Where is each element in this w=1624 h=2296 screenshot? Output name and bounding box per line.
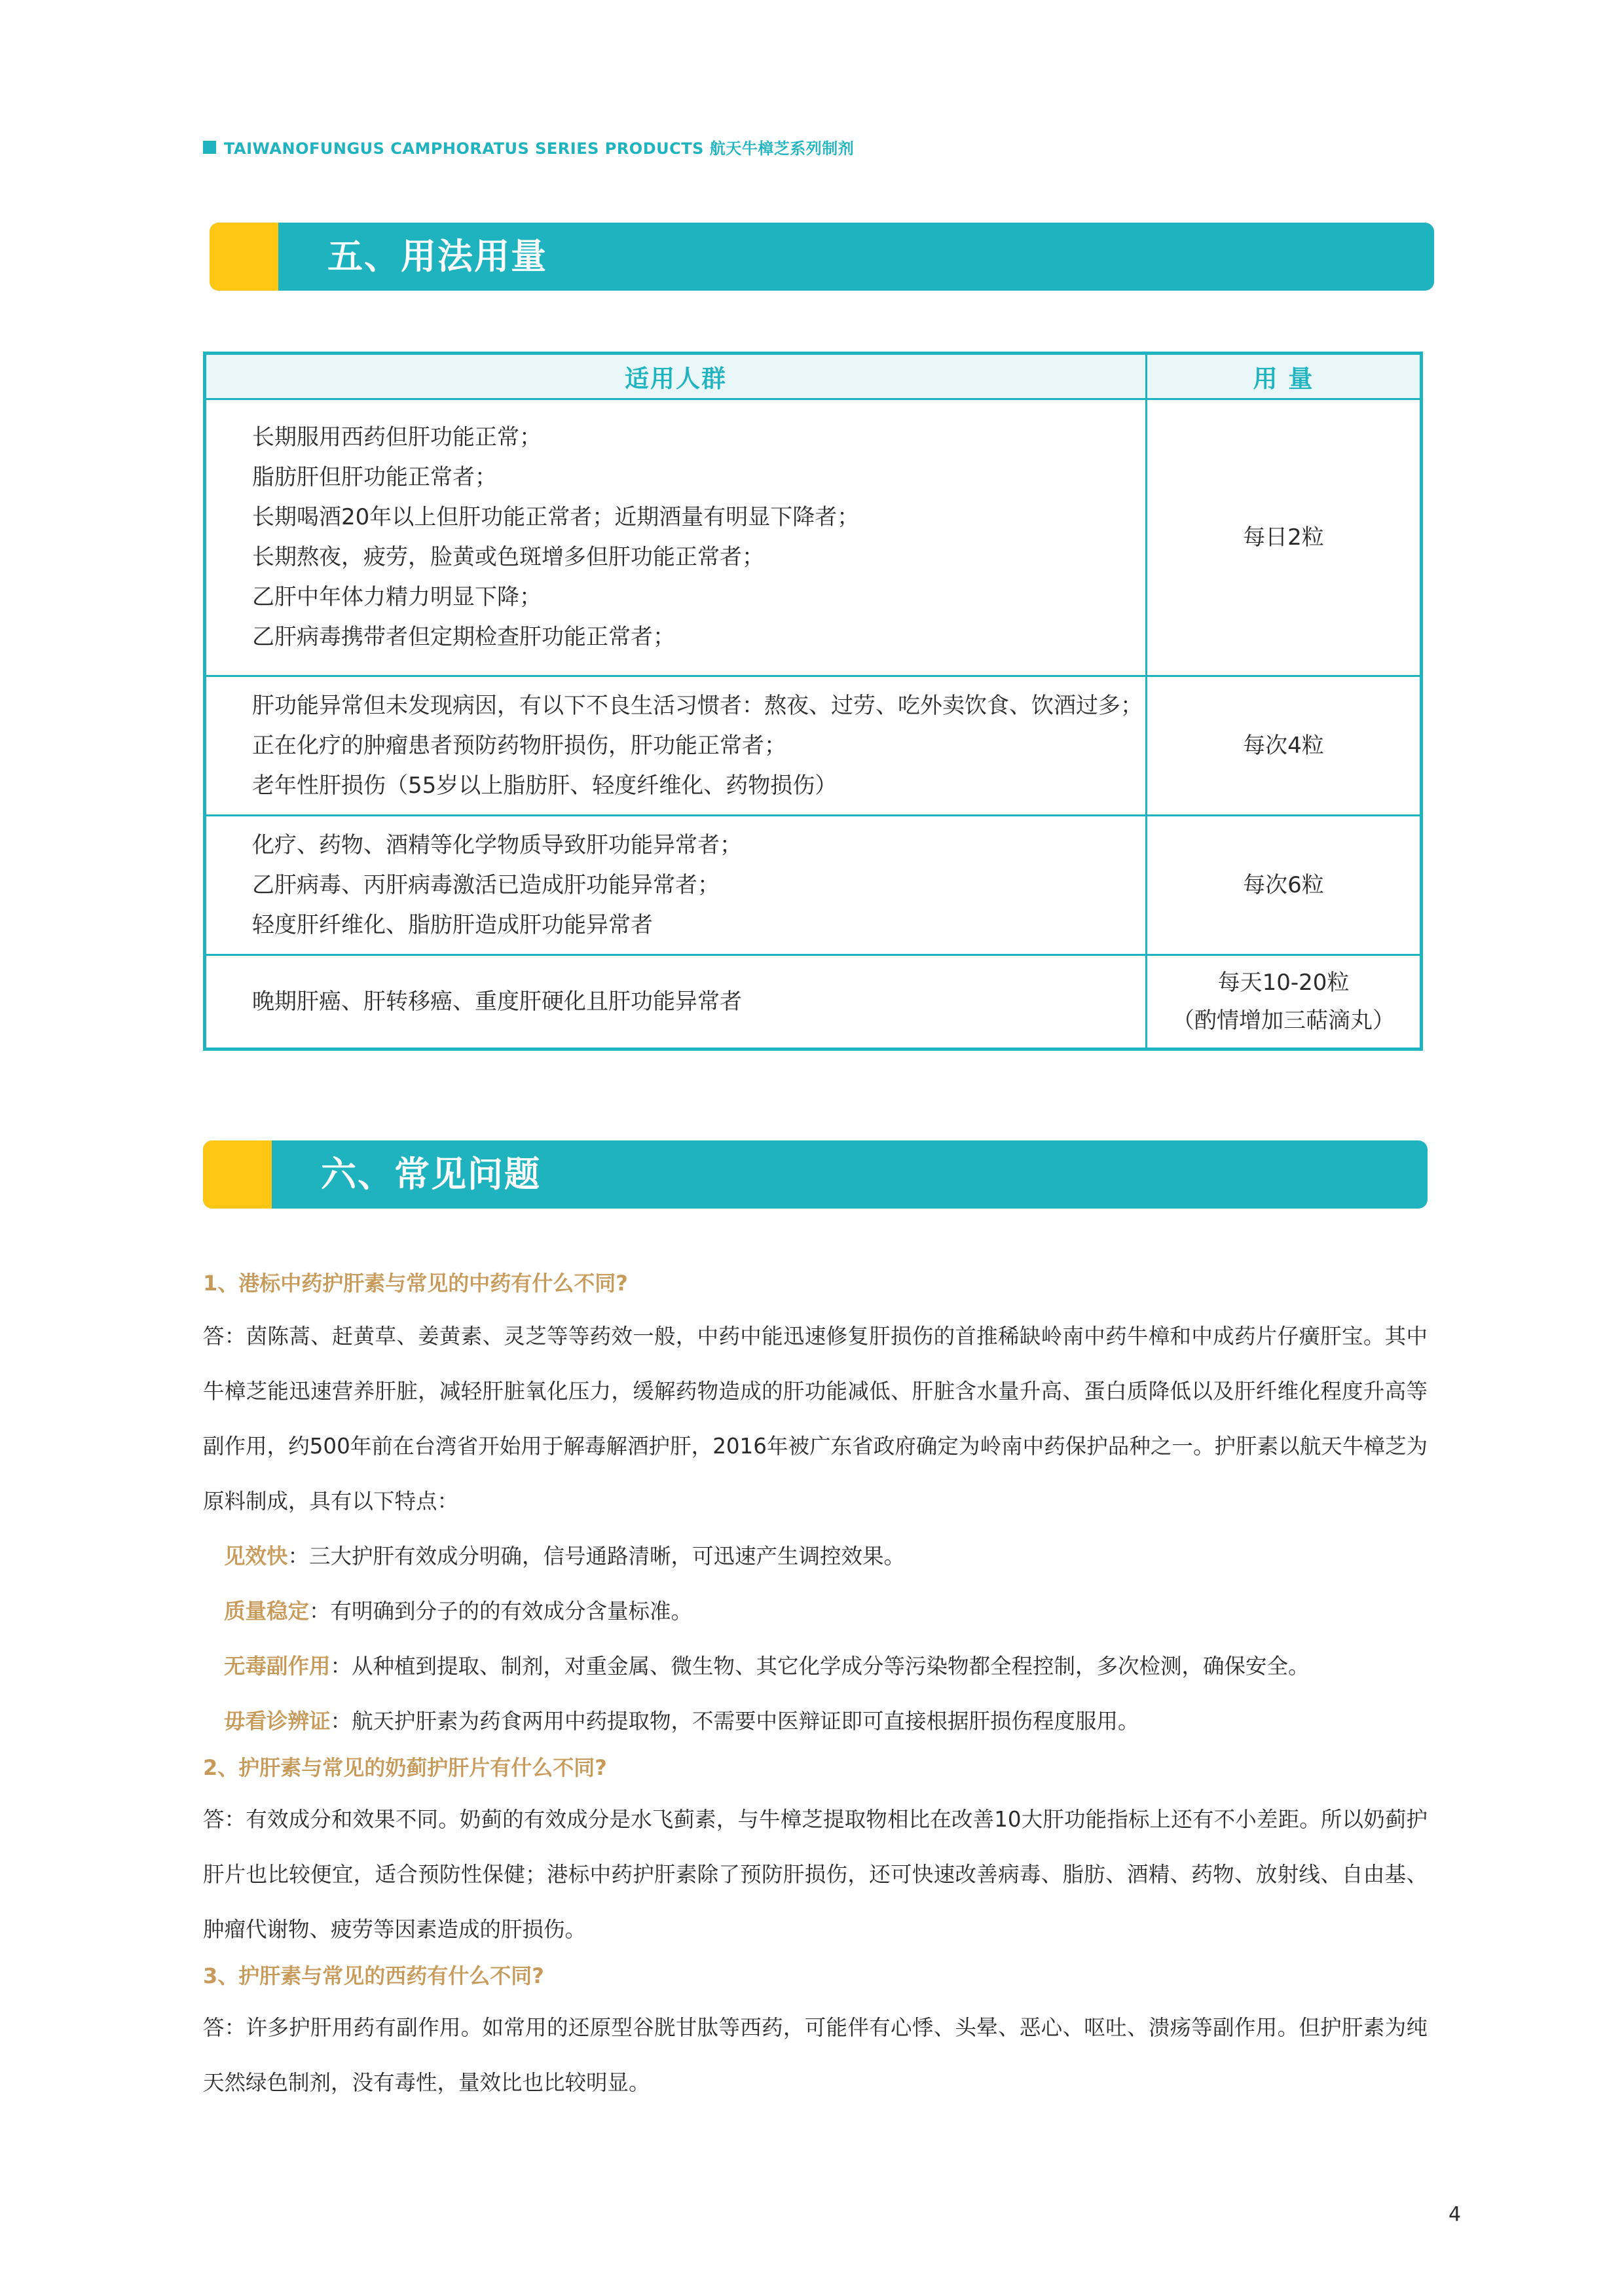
feature-item: [203, 1584, 1428, 1639]
section-5-bar: [210, 223, 1434, 291]
feature-key: 见效快: [224, 1544, 288, 1569]
faq-section: [203, 1267, 1428, 2110]
running-header: [203, 136, 854, 158]
table-row: [206, 814, 1420, 954]
population-line: 老年性肝损伤（55岁以上脂肪肝、轻度纤维化、药物损伤）: [252, 772, 838, 799]
population-line: 正在化疗的肿瘤患者预防药物肝损伤，肝功能正常者；: [252, 732, 786, 759]
column-header-dosage: 用 量: [1253, 365, 1314, 393]
population-cell: [206, 816, 1147, 954]
section-6-bar: [203, 1140, 1428, 1209]
faq-answer-1: 答：茵陈蒿、赶黄草、姜黄素、灵芝等等药效一般，中药中能迅速修复肝损伤的首推稀缺岭南中药牛樟和中成药片仔癀肝宝。其中牛樟芝能迅速营养肝脏，减轻肝脏氧化压力，缓解药物造成的肝功能减低、肝脏含水量升高、蛋白质降低以及肝纤维化程度升高等副作用，约500年前在台湾省开始用于解毒解酒护肝，2016年被广东省政府确定为岭南中药保护品种之一。护肝素以航天牛樟芝为原料制成，具有以下特点：: [203, 1324, 1428, 1514]
feature-key: 质量稳定: [224, 1599, 310, 1624]
feature-text: ：三大护肝有效成分明确，信号通路清晰，可迅速产生调控效果。: [287, 1544, 906, 1569]
dosage-text: 每日2粒: [1243, 524, 1324, 551]
population-cell: [206, 400, 1147, 675]
feature-item: [203, 1639, 1428, 1694]
dosage-cell: [1147, 677, 1420, 814]
table-row: [206, 398, 1420, 675]
population-cell: [206, 677, 1147, 814]
feature-key: 毋看诊辨证: [224, 1709, 331, 1734]
table-row: [206, 954, 1420, 1048]
dosage-cell: [1147, 400, 1420, 675]
feature-text: ：从种植到提取、制剂，对重金属、微生物、其它化学成分等污染物都全程控制，多次检测，确保安全。: [330, 1654, 1310, 1679]
population-line: 乙肝病毒、丙肝病毒激活已造成肝功能异常者；: [252, 871, 720, 898]
population-line: 肝功能异常但未发现病因，有以下不良生活习惯者：熬夜、过劳、吃外卖饮食、饮酒过多；: [252, 692, 1143, 719]
dosage-cell: [1147, 956, 1420, 1048]
feature-key: 无毒副作用: [224, 1654, 331, 1679]
feature-item: [203, 1694, 1428, 1749]
column-header-population: 适用人群: [206, 355, 1147, 398]
faq-question-3: 3、护肝素与常见的西药有什么不同?: [203, 1963, 544, 1988]
faq-question-1: 1、港标中药护肝素与常见的中药有什么不同?: [203, 1271, 628, 1296]
feature-text: ：有明确到分子的的有效成分含量标准。: [309, 1599, 693, 1624]
header-square-icon: [203, 141, 216, 154]
dosage-text: 每天10-20粒: [1217, 970, 1350, 996]
table-row: [206, 675, 1420, 814]
population-line: 乙肝病毒携带者但定期检查肝功能正常者；: [252, 624, 675, 650]
population-line: 化疗、药物、酒精等化学物质导致肝功能异常者；: [252, 831, 742, 858]
faq-answer-3: 答：许多护肝用药有副作用。如常用的还原型谷胱甘肽等西药，可能伴有心悸、头晕、恶心、呕吐、溃疡等副作用。但护肝素为纯天然绿色制剂，没有毒性，量效比也比较明显。: [203, 2015, 1428, 2095]
feature-item: [203, 1529, 1428, 1584]
section-5-accent: [210, 223, 278, 291]
population-line: 脂肪肝但肝功能正常者；: [252, 464, 497, 490]
dosage-text: 每次4粒: [1243, 733, 1324, 759]
population-cell: [206, 956, 1147, 1048]
population-line: 轻度肝纤维化、脂肪肝造成肝功能异常者: [252, 911, 653, 938]
running-header-text: TAIWANOFUNGUS CAMPHORATUS SERIES PRODUCTS 航天牛樟芝系列制剂: [224, 139, 855, 158]
feature-text: ：航天护肝素为药食两用中药提取物，不需要中医辩证即可直接根据肝损伤程度服用。: [330, 1709, 1139, 1734]
page-number: 4: [1449, 2203, 1462, 2226]
population-line: 长期喝酒20年以上但肝功能正常者；近期酒量有明显下降者；: [252, 504, 860, 530]
table-header-row: [206, 355, 1420, 398]
dosage-cell: [1147, 816, 1420, 954]
population-line: 长期熬夜，疲劳，脸黄或色斑增多但肝功能正常者；: [252, 544, 764, 570]
section-5-title: 五、用法用量: [327, 236, 547, 277]
dosage-note: （酌情增加三萜滴丸）: [1172, 1008, 1395, 1034]
dosage-text: 每次6粒: [1243, 872, 1324, 898]
faq-answer-2: 答：有效成分和效果不同。奶蓟的有效成分是水飞蓟素，与牛樟芝提取物相比在改善10大肝功能指标上还有不小差距。所以奶蓟护肝片也比较便宜，适合预防性保健；港标中药护肝素除了预防肝损伤，还可快速改善病毒、脂肪、酒精、药物、放射线、自由基、肿瘤代谢物、疲劳等因素造成的肝损伤。: [203, 1807, 1428, 1942]
population-line: 晚期肝癌、肝转移癌、重度肝硬化且肝功能异常者: [252, 988, 742, 1015]
population-line: 乙肝中年体力精力明显下降；: [252, 584, 542, 610]
population-line: 长期服用西药但肝功能正常；: [252, 424, 542, 450]
dosage-table: [203, 352, 1423, 1051]
section-6-accent: [203, 1140, 272, 1209]
faq-question-2: 2、护肝素与常见的奶蓟护肝片有什么不同?: [203, 1755, 607, 1780]
section-6-title: 六、常见问题: [321, 1154, 541, 1195]
